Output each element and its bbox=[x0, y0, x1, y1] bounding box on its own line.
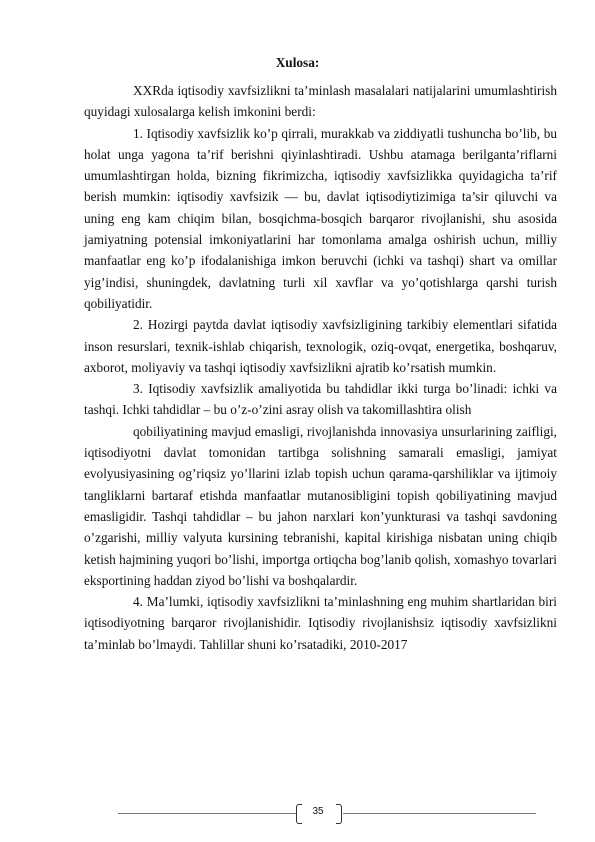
paragraph-point-3-continued: qobiliyatining mavjud emasligi, rivojlanishda innovasiya unsurlarining zaifligi, iqtisodiyotni davlat tomonidan tartibga solishning samarali emasligi, jamiyat evolyusiyasining og’riqsiz yo’llarini izlab topish uchun qarama-qarshiliklar va ijtimoiy tangliklarni bartaraf etishda manfaatlar mutanosibligini topish qobiliyatining mavjud emasligidir. Tashqi tahdidlar – bu jahon narxlari kon’yunkturasi va tashqi savdoning o’zgarishi, milliy valyuta kursining tebranishi, kapital kirishiga nisbatan uning chiqib ketish hajmining yuqori bo’lishi, importga ortiqcha bog’lanib qolish, xomashyo tovarlari eksportining haddan ziyod bo’lishi va boshqalardir. bbox=[84, 423, 557, 588]
footer-rule-left bbox=[118, 813, 296, 814]
page-number: 35 bbox=[312, 806, 324, 817]
footer-bracket-right bbox=[336, 804, 342, 824]
paragraph-intro: XXRda iqtisodiy xavfsizlikni ta’minlash masalalari natijalarini umumlashtirish quyidagi xulosalarga kelish imkonini berdi: bbox=[84, 83, 557, 120]
footer-rule-right bbox=[343, 813, 536, 814]
section-title: Xulosa: bbox=[275, 55, 320, 70]
paragraph-point-2: 2. Hozirgi paytda davlat iqtisodiy xavfsizligining tarkibiy elementlari sifatida inson resurslari, texnik-ishlab chiqarish, texnologik, oziq-ovqat, energetika, boshqaruv, axborot, moliyaviy va tashqi iqtisodiy xavfsizlikni ajratib ko’rsatish mumkin. bbox=[84, 317, 557, 375]
paragraph-point-3: 3. Iqtisodiy xavfsizlik amaliyotida bu tahdidlar ikki turga bo’linadi: ichki va tashqi. Ichki tahdidlar – bu o’z-o’zini asray olish va takomillashtira olish bbox=[84, 381, 557, 418]
page-footer bbox=[0, 798, 595, 828]
body-text bbox=[84, 80, 557, 655]
paragraph-point-1: 1. Iqtisodiy xavfsizlik ko’p qirrali, murakkab va ziddiyatli tushuncha bo’lib, bu holat unga yagona ta’rif berishni qiyinlashtiradi. Ushbu atamaga berilganta’riflarni umumlashtirgan holda, bizning fikrimizcha, iqtisodiy xavfsizlikka quyidagicha ta’rif berish mumkin: iqtisodiy xavfsizik — bu, davlat iqtisodiytizimiga ta’sir qiluvchi va uning eng kam chiqim bilan, bosqichma-bosqich barqaror rivojlanishi, shu asosida jamiyatning potensial imkoniyatlarini har tomonlama amalga oshirish uchun, milliy manfaatlar eng ko’p ifodalanishiga imkon beruvchi (ichki va tashqi) shart va omillar yig’indisi, shuningdek, davlatning turli xil xavflar va yo’qotishlarga qarshi turish qobiliyatidir. bbox=[84, 125, 557, 311]
paragraph-point-4: 4. Ma’lumki, iqtisodiy xavfsizlikni ta’minlashning eng muhim shartlaridan biri iqtisodiyotning barqaror rivojlanishidir. Iqtisodiy rivojlanishsiz iqtisodiy xavfsizlikni ta’minlab bo’lmaydi. Tahlillar shuni ko’rsatadiki, 2010-2017 bbox=[84, 594, 557, 652]
